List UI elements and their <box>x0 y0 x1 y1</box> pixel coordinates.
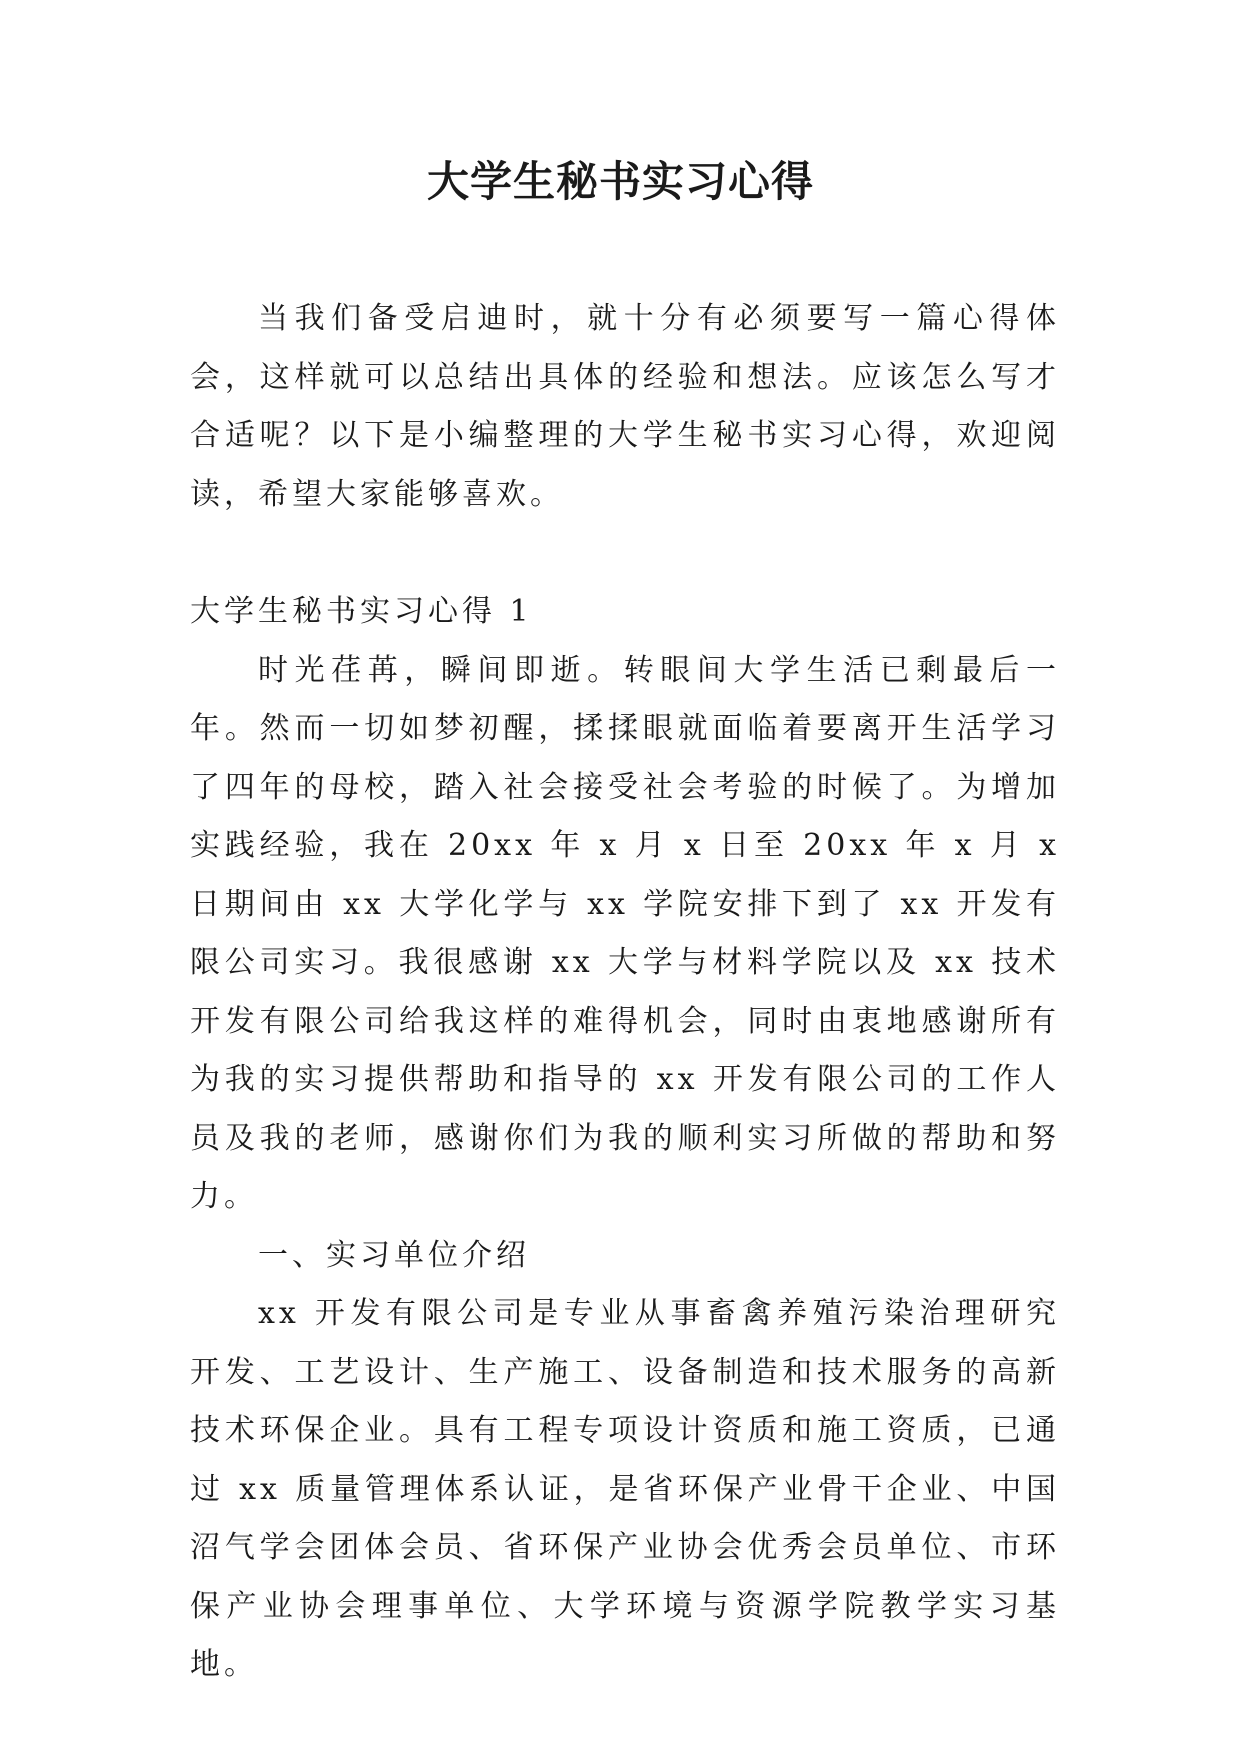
intro-paragraph: 当我们备受启迪时，就十分有必须要写一篇心得体会，这样就可以总结出具体的经验和想法。应该怎么写才合适呢？以下是小编整理的大学生秘书实习心得，欢迎阅读，希望大家能够喜欢。 <box>190 301 1060 512</box>
subsection-heading: 一、实习单位介绍 <box>258 1237 530 1273</box>
intro-block <box>190 290 1060 524</box>
section-heading: 大学生秘书实习心得 1 <box>190 594 533 629</box>
section-block <box>190 583 1060 1695</box>
body-paragraph: 时光荏苒，瞬间即逝。转眼间大学生活已剩最后一年。然而一切如梦初醒，揉揉眼就面临着要离开生活学习了四年的母校，踏入社会接受社会考验的时候了。为增加实践经验，我在 20xx 年 x 月 x 日至 20xx 年 x 月 x 日期间由 xx 大学化学与 xx 学院安排下到了 xx 开发有限公司实习。我很感谢 xx 大学与材料学院以及 xx 技术开发有限公司给我这样的难得机会，同时由衷地感谢所有为我的实习提供帮助和指导的 xx 开发有限公司的工作人员及我的老师，感谢你们为我的顺利实习所做的帮助和努力。 <box>190 652 1060 1214</box>
document-title: 大学生秘书实习心得 <box>426 157 814 206</box>
body-paragraph: xx 开发有限公司是专业从事畜禽养殖污染治理研究开发、工艺设计、生产施工、设备制造和技术服务的高新技术环保企业。具有工程专项设计资质和施工资质，已通过 xx 质量管理体系认证，是省环保产业骨干企业、中国沼气学会团体会员、省环保产业协会优秀会员单位、市环保产业协会理事单位、大学环境与资源学院教学实习基地。 <box>190 1296 1060 1682</box>
